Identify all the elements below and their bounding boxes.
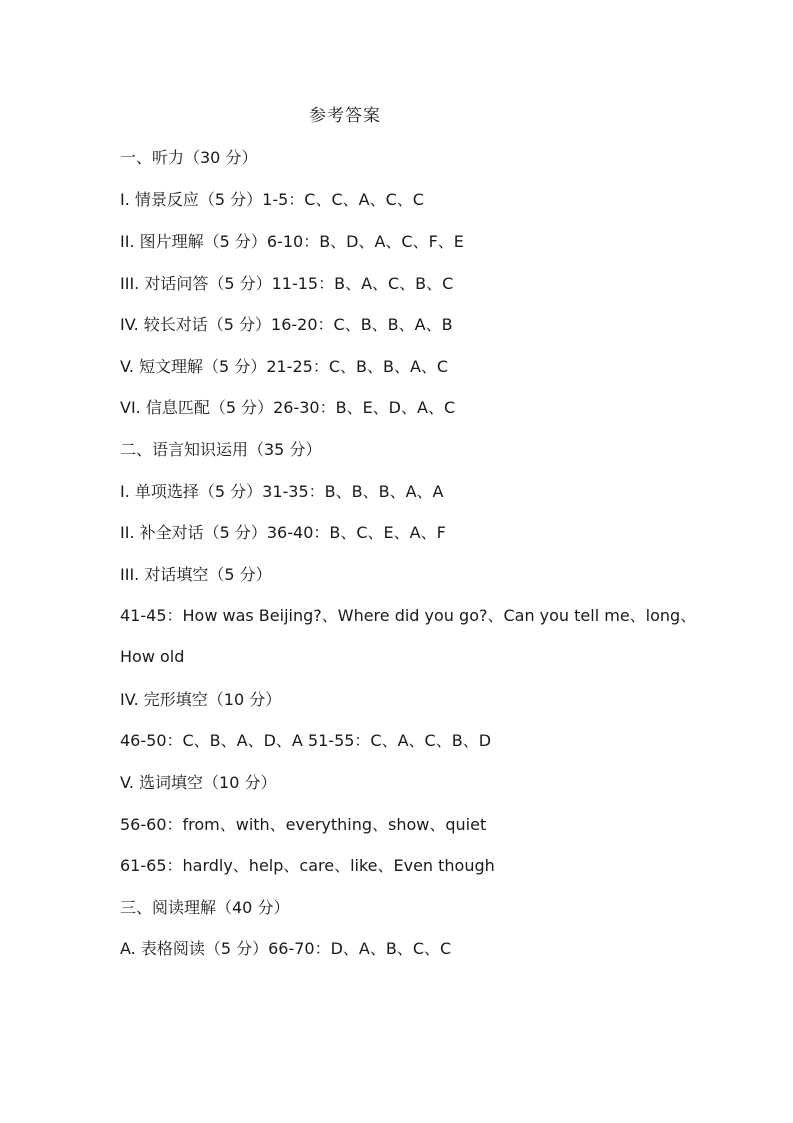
subsection-heading: III. 对话填空（5 分） xyxy=(120,565,272,584)
answer-line: IV. 较长对话（5 分）16-20：C、B、B、A、B xyxy=(120,315,453,334)
section-heading-reading: 三、阅读理解（40 分） xyxy=(120,898,290,917)
answer-line: I. 情景反应（5 分）1-5：C、C、A、C、C xyxy=(120,190,424,209)
answer-line: V. 短文理解（5 分）21-25：C、B、B、A、C xyxy=(120,357,449,376)
page-title: 参考答案 xyxy=(309,106,381,126)
answer-line: II. 图片理解（5 分）6-10：B、D、A、C、F、E xyxy=(120,232,464,251)
answer-line: VI. 信息匹配（5 分）26-30：B、E、D、A、C xyxy=(120,398,456,417)
answer-line: III. 对话问答（5 分）11-15：B、A、C、B、C xyxy=(120,274,454,293)
answer-line: 46-50：C、B、A、D、A 51-55：C、A、C、B、D xyxy=(120,731,492,750)
subsection-heading: IV. 完形填空（10 分） xyxy=(120,690,282,709)
answer-line: 41-45：How was Beijing?、Where did you go?、Can you tell me、long、 xyxy=(120,606,697,625)
section-heading-language-use: 二、语言知识运用（35 分） xyxy=(120,440,322,459)
answer-line-continued: How old xyxy=(120,647,185,666)
section-heading-listening: 一、听力（30 分） xyxy=(120,148,258,167)
answer-line: II. 补全对话（5 分）36-40：B、C、E、A、F xyxy=(120,523,446,542)
answer-line: A. 表格阅读（5 分）66-70：D、A、B、C、C xyxy=(120,939,452,958)
answer-line: 56-60：from、with、everything、show、quiet xyxy=(120,815,487,834)
answer-line: I. 单项选择（5 分）31-35：B、B、B、A、A xyxy=(120,482,444,501)
answer-line: 61-65：hardly、help、care、like、Even though xyxy=(120,856,495,875)
subsection-heading: V. 选词填空（10 分） xyxy=(120,773,277,792)
